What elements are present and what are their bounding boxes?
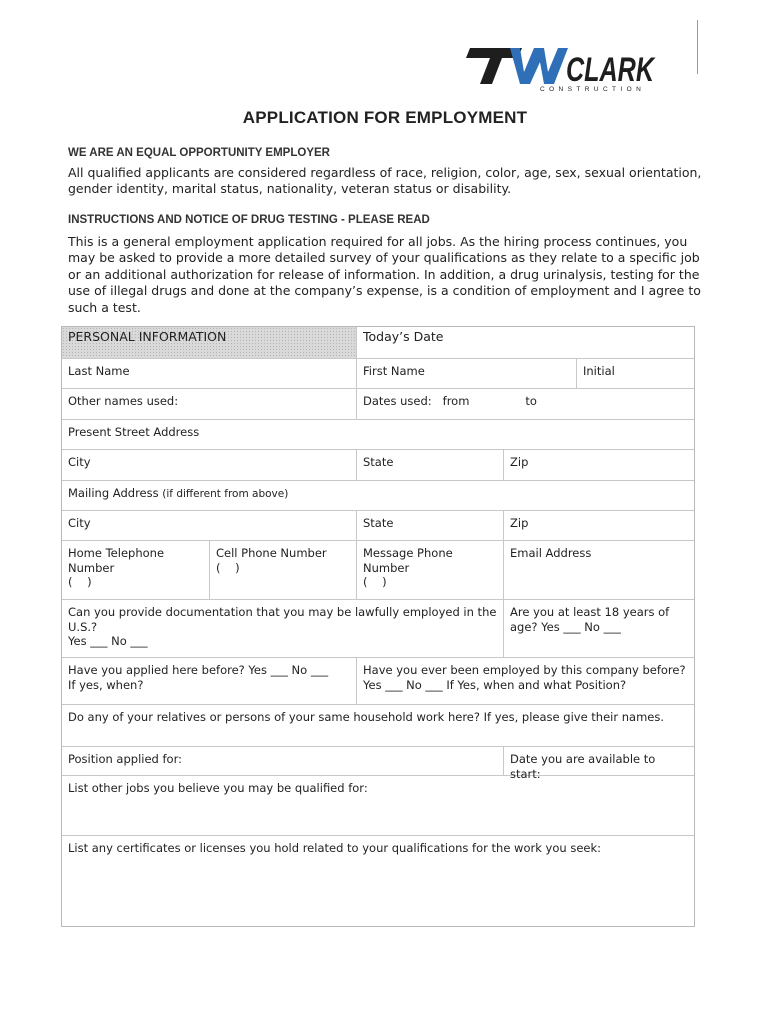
home-telephone-label-2: Number xyxy=(68,560,115,575)
other-jobs-field[interactable]: List other jobs you believe you may be qualified for: xyxy=(68,781,368,795)
form-row-phones xyxy=(62,541,694,600)
email-address-field[interactable]: Email Address xyxy=(503,541,694,599)
lawful-employment-question-1: Can you provide documentation that you may be lawfully employed in the xyxy=(68,605,497,619)
home-telephone-label-1: Home Telephone xyxy=(68,546,165,560)
form-row-other-jobs xyxy=(62,776,694,836)
cell-phone-label: Cell Phone Number xyxy=(216,546,327,560)
instructions-text: This is a general employment application required for all jobs. As the hiring process continues, you may be asked to provide a more detailed survey of your qualifications as they relate to a specific job or an additional authorization for release of information. In addition, a drug urinalysis, testing for the use of illegal drugs and done at the company’s expense, is a condition of employment and I agree to such a test. xyxy=(68,234,701,315)
todays-date-field[interactable]: Today’s Date xyxy=(356,327,694,358)
dates-used-field[interactable] xyxy=(356,389,694,419)
mailing-state-field[interactable]: State xyxy=(356,511,503,540)
other-names-field[interactable]: Other names used: xyxy=(68,394,179,408)
present-street-address-field[interactable]: Present Street Address xyxy=(68,425,200,439)
city-field[interactable]: City xyxy=(68,455,91,469)
first-name-field[interactable]: First Name xyxy=(356,359,576,388)
company-logo xyxy=(462,44,658,92)
mailing-address-note: (if different from above) xyxy=(162,488,289,500)
message-phone-field[interactable] xyxy=(356,541,503,599)
lawful-employment-yes-no: Yes ___ No ___ xyxy=(68,634,148,648)
mailing-zip-field[interactable]: Zip xyxy=(503,511,694,540)
form-row-position xyxy=(62,747,694,781)
message-phone-label-1: Message Phone xyxy=(363,546,453,560)
logo-name: CLARK xyxy=(566,51,656,89)
certificates-field[interactable]: List any certificates or licenses you hold related to your qualifications for the work you seek: xyxy=(68,841,602,855)
logo-tagline: CONSTRUCTION xyxy=(540,86,646,92)
instructions-heading: INSTRUCTIONS AND NOTICE OF DRUG TESTING - PLEASE READ xyxy=(68,214,430,226)
position-applied-field[interactable]: Position applied for: xyxy=(68,752,182,766)
initial-field[interactable]: Initial xyxy=(576,359,694,388)
home-telephone-field[interactable] xyxy=(62,541,209,599)
form-row-present-address xyxy=(62,420,694,450)
applied-before-field[interactable] xyxy=(62,658,356,704)
age-18-field[interactable] xyxy=(503,600,694,657)
home-telephone-paren: ( ) xyxy=(68,575,92,589)
age-question-2: age? Yes ___ No ___ xyxy=(510,619,621,634)
form-row-certificates xyxy=(62,836,694,926)
mailing-city-field[interactable]: City xyxy=(68,516,91,530)
dates-used-label: Dates used: xyxy=(363,394,432,408)
form-row-mailing-city xyxy=(62,511,694,541)
available-start-date-field[interactable]: Date you are available to start: xyxy=(503,747,694,775)
form-row-relatives xyxy=(62,705,694,747)
form-row-eligibility xyxy=(62,600,694,658)
employed-before-details: Yes ___ No ___ If Yes, when and what Position? xyxy=(363,677,627,692)
age-question-1: Are you at least 18 years of xyxy=(510,605,670,619)
cell-phone-paren: ( ) xyxy=(216,560,240,575)
message-phone-label-2: Number xyxy=(363,560,410,575)
lawful-employment-question-2: U.S.? xyxy=(68,619,98,634)
from-label: from xyxy=(442,394,470,408)
last-name-field[interactable]: Last Name xyxy=(68,364,130,378)
page-title: APPLICATION FOR EMPLOYMENT xyxy=(242,108,528,127)
form-row-name xyxy=(62,359,694,389)
applied-before-when: If yes, when? xyxy=(68,677,144,692)
eeo-heading: WE ARE AN EQUAL OPPORTUNITY EMPLOYER xyxy=(68,147,330,159)
employed-before-question: Have you ever been employed by this company before? xyxy=(363,663,686,677)
applied-before-question: Have you applied here before? Yes ___ No ___ xyxy=(68,663,329,677)
cell-phone-field[interactable] xyxy=(209,541,356,599)
relatives-field[interactable]: Do any of your relatives or persons of your same household work here? If yes, please give their names. xyxy=(68,710,665,724)
zip-field[interactable]: Zip xyxy=(503,450,694,480)
state-field[interactable]: State xyxy=(356,450,503,480)
header-divider xyxy=(697,20,698,74)
eeo-text: All qualified applicants are considered regardless of race, religion, color, age, sex, sexual orientation, gender identity, marital status, nationality, veteran status or disability. xyxy=(68,165,702,197)
form-row-other-names xyxy=(62,389,694,420)
mailing-address-label: Mailing Address xyxy=(68,486,159,500)
employed-before-field[interactable] xyxy=(356,658,694,704)
personal-information-form xyxy=(61,326,695,927)
section-title: PERSONAL INFORMATION xyxy=(62,327,356,358)
message-phone-paren: ( ) xyxy=(363,575,387,589)
form-row-mailing-address xyxy=(62,481,694,511)
form-row-header xyxy=(62,327,694,359)
form-row-present-city xyxy=(62,450,694,481)
form-row-history xyxy=(62,658,694,705)
lawful-employment-field[interactable] xyxy=(62,600,503,657)
to-label: to xyxy=(525,394,537,408)
mailing-address-field[interactable] xyxy=(62,481,694,510)
